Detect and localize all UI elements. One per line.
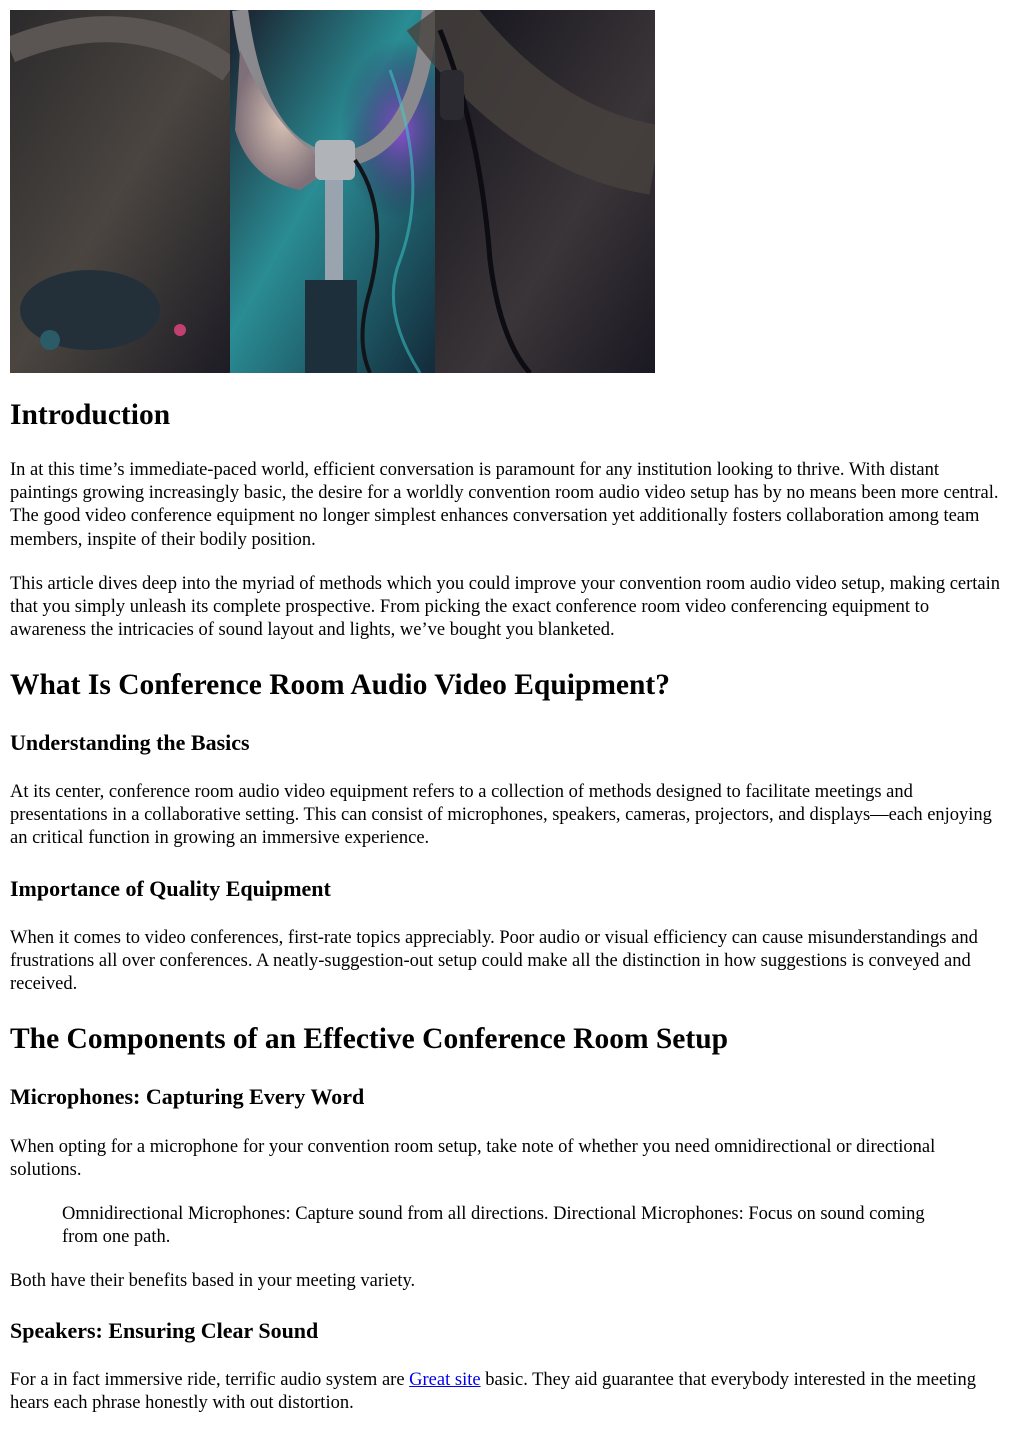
speakers-text-after: basic. They aid guarantee that everybody interested in the meeting hears each phrase honestly with out distortion. bbox=[10, 1370, 976, 1414]
microphones-paragraph: When opting for a microphone for your convention room setup, take note of whether you need omnidirectional or directional solutions. bbox=[10, 1137, 936, 1181]
great-site-link[interactable]: Great site bbox=[409, 1370, 481, 1390]
what-is-heading: What Is Conference Room Audio Video Equipment? bbox=[10, 669, 670, 701]
microphones-heading: Microphones: Capturing Every Word bbox=[10, 1084, 365, 1109]
intro-paragraph-2: This article dives deep into the myriad of methods which you could improve your convention room audio video setup, making certain that you simply unleash its complete prospective. From picking the exact conference room video conferencing equipment to awareness the intricacies of sound layout and lights, we’ve bought you blanketed. bbox=[10, 574, 1001, 641]
quality-paragraph: When it comes to video conferences, first-rate topics appreciably. Poor audio or visual efficiency can cause misunderstandings and frustrations all over conferences. A neatly-suggestion-out setup could make all the distinction in how suggestions is conveyed and received. bbox=[10, 928, 978, 995]
hero-image bbox=[10, 10, 655, 373]
speakers-paragraph bbox=[10, 1369, 1005, 1415]
components-heading: The Components of an Effective Conference Room Setup bbox=[10, 1023, 729, 1055]
quality-heading: Importance of Quality Equipment bbox=[10, 876, 331, 901]
stand-mount bbox=[315, 140, 355, 180]
speakers-text-before: For a in fact immersive ride, terrific audio system are bbox=[10, 1370, 410, 1390]
microphones-after-paragraph: Both have their benefits based in your meeting variety. bbox=[10, 1271, 416, 1291]
ring-light-illustration bbox=[10, 10, 655, 373]
microphones-quote: Omnidirectional Microphones: Capture sound from all directions. Directional Microphones: Focus on sound coming from one path. bbox=[62, 1204, 925, 1248]
speakers-heading: Speakers: Ensuring Clear Sound bbox=[10, 1318, 319, 1343]
basics-heading: Understanding the Basics bbox=[10, 730, 250, 755]
intro-heading: Introduction bbox=[10, 399, 171, 431]
intro-paragraph-1: In at this time’s immediate-paced world, efficient conversation is paramount for any institution looking to thrive. With distant paintings growing increasingly basic, the desire for a worldly convention room audio video setup has by no means been more central. The good video conference equipment no longer simplest enhances conversation yet additionally fosters collaboration among team members, inspite of their bodily position. bbox=[10, 460, 999, 550]
basics-paragraph: At its center, conference room audio video equipment refers to a collection of methods designed to facilitate meetings and presentations in a collaborative setting. This can consist of microphones, speakers, cameras, projectors, and displays—each enjoying an critical function in growing an immersive experience. bbox=[10, 782, 992, 849]
